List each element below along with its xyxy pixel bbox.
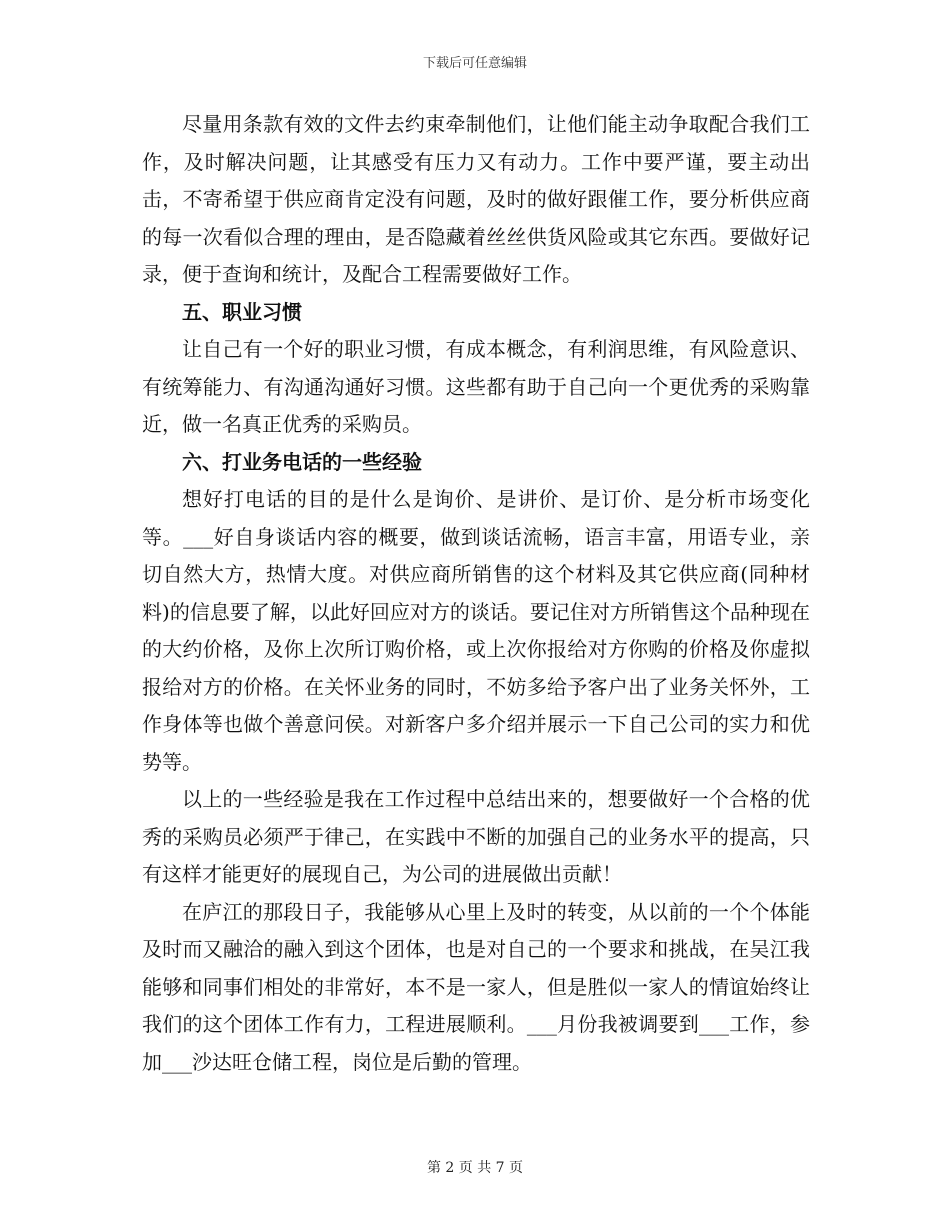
paragraph-professional-habits: 让自己有一个好的职业习惯，有成本概念，有利润思维，有风险意识、有统筹能力、有沟通沟通好习惯。这些都有助于自己向一个更优秀的采购靠近，做一名真正优秀的采购员。 [142,337,810,436]
paragraph-summary: 以上的一些经验是我在工作过程中总结出来的，想要做好一个合格的优秀的采购员必须严于律己，在实践中不断的加强自己的业务水平的提高，只有这样才能更好的展现自己，为公司的进展做出贡献！ [142,787,810,886]
section-heading-professional-habits: 五、职业习惯 [182,299,302,324]
paragraph-phone-experience: 想好打电话的目的是什么是询价、是讲价、是订价、是分析市场变化等。___好自身谈话内容的概要，做到谈话流畅，语言丰富，用语专业，亲切自然大方，热情大度。对供应商所销售的这个材料及其它供应商(同种材料)的信息要了解，以此好回应对方的谈话。要记住对方所销售这个品种现在的大约价格，及你上次所订购价格，或上次你报给对方你购的价格及你虚拟报给对方的价格。在关怀业务的同时，不妨多给予客户出了业务关怀外，工作身体等也做个善意问侯。对新客户多介绍并展示一下自己公司的实力和优势等。 [142,487,810,774]
paragraph-lujiang: 在庐江的那段日子，我能够从心里上及时的转变，从以前的一个个体能及时而又融洽的融入到这个团体，也是对自己的一个要求和挑战，在吴江我能够和同事们相处的非常好，本不是一家人，但是胜似一家人的情谊始终让我们的这个团体工作有力，工程进展顺利。___月份我被调要到___工作，参加___沙达旺仓储工程，岗位是后勤的管理。 [142,899,810,1074]
paragraph-supplier-management: 尽量用条款有效的文件去约束牵制他们，让他们能主动争取配合我们工作，及时解决问题，让其感受有压力又有动力。工作中要严谨，要主动出击，不寄希望于供应商肯定没有问题，及时的做好跟催工作，要分析供应商的每一次看似合理的理由，是否隐藏着丝丝供货风险或其它东西。要做好记录，便于查询和统计，及配合工程需要做好工作。 [142,112,810,286]
document-body [142,106,810,1081]
page-footer-page-number: 第 2 页 共 7 页 [426,1160,524,1176]
page-header: 下载后可任意编辑 [422,56,527,71]
section-heading-phone-experience: 六、打业务电话的一些经验 [182,449,422,474]
